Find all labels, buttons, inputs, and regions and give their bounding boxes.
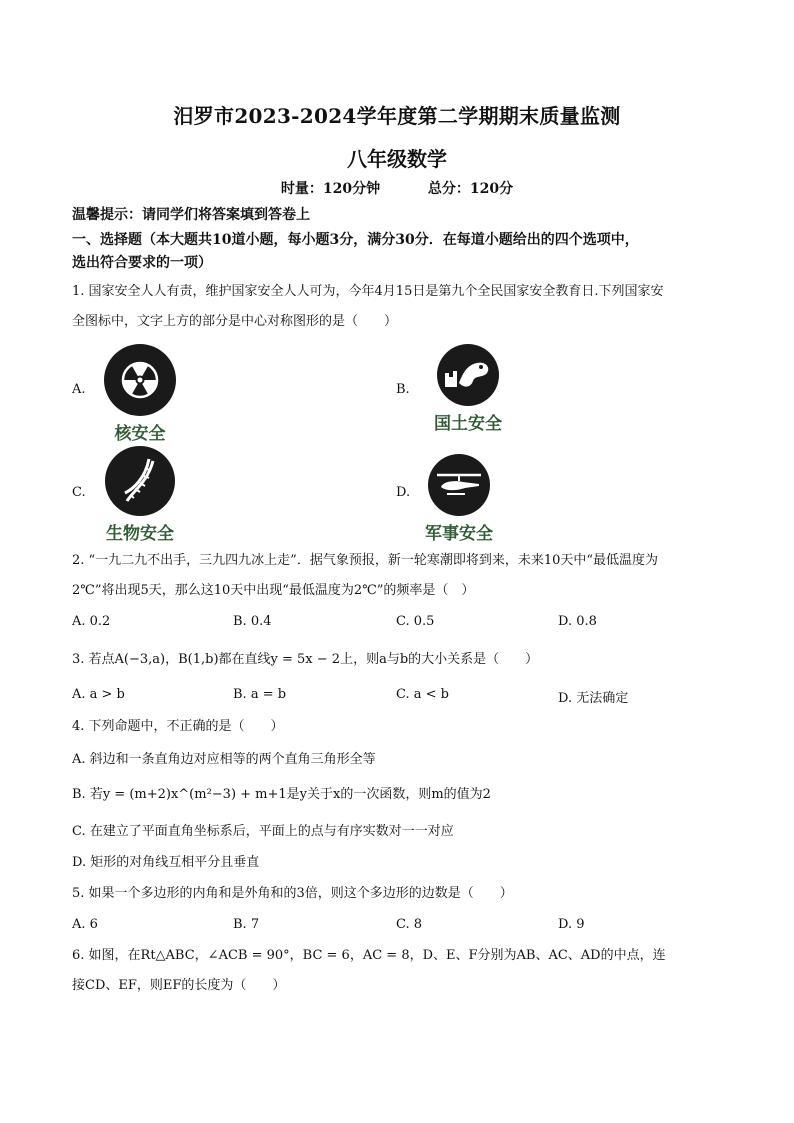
q1-option-d-letter[interactable]: D.: [396, 485, 411, 500]
exam-time: 时量：120分钟: [280, 181, 381, 197]
q4-option-c[interactable]: C. 在建立了平面直角坐标系后，平面上的点与有序实数对一一对应: [72, 824, 454, 839]
section1-heading-line1: 一、选择题（本大题共10道小题，每小题3分，满分30分．在每道小题给出的四个选项中，: [72, 232, 639, 248]
q1-option-b-letter[interactable]: B.: [396, 382, 410, 397]
q5-option-d[interactable]: D. 9: [558, 917, 585, 932]
q1-stem-line1: 1. 国家安全人人有责，维护国家安全人人可为，今年4月15日是第九个全民国家安全教育日.下列国家安: [72, 284, 664, 299]
q4-option-b[interactable]: B. 若y = (m+2)x^(m²−3) + m+1是y关于x的一次函数，则m的值为2: [72, 787, 491, 802]
q3-stem: 3. 若点A(−3,a)，B(1,b)都在直线y = 5x − 2上，则a与b的大小关系是（ ）: [72, 652, 539, 667]
q1-option-c-label: 生物安全: [106, 524, 174, 544]
q2-option-b[interactable]: B. 0.4: [233, 614, 272, 629]
q2-option-a[interactable]: A. 0.2: [72, 614, 111, 629]
dna-icon: [103, 445, 177, 517]
q1-option-c-letter[interactable]: C.: [72, 485, 86, 500]
q4-option-d[interactable]: D. 矩形的对角线互相平分且垂直: [72, 855, 260, 870]
q1-option-b-label: 国土安全: [434, 414, 502, 434]
exam-subtitle: 八年级数学: [347, 147, 447, 171]
q6-stem-line2: 接CD、EF，则EF的长度为（ ）: [72, 978, 286, 993]
q1-option-d-label: 军事安全: [425, 524, 493, 544]
q6-stem-line1: 6. 如图，在Rt△ABC，∠ACB = 90°，BC = 6，AC = 8，D、E、F分别为AB、AC、AD的中点，连: [72, 948, 666, 963]
exam-title: 汨罗市2023-2024学年度第二学期期末质量监测: [173, 104, 621, 128]
exam-score: 总分：120分: [427, 181, 514, 197]
q2-option-c[interactable]: C. 0.5: [396, 614, 435, 629]
q4-option-a[interactable]: A. 斜边和一条直角边对应相等的两个直角三角形全等: [72, 752, 376, 767]
q5-option-a[interactable]: A. 6: [72, 917, 98, 932]
q1-option-d[interactable]: [404, 453, 514, 544]
q3-option-a[interactable]: A. a > b: [72, 687, 125, 702]
q1-option-a[interactable]: [85, 343, 195, 444]
q1-stem-line2: 全图标中，文字上方的部分是中心对称图形的是（ ）: [72, 314, 398, 329]
q2-option-d[interactable]: D. 0.8: [558, 614, 597, 629]
exam-meta: [0, 178, 794, 198]
q1-option-a-letter[interactable]: A.: [72, 382, 86, 397]
q1-option-a-label: 核安全: [114, 424, 166, 444]
section1-heading-line2: 选出符合要求的一项）: [72, 255, 212, 271]
q2-stem-line1: 2. “一九二九不出手，三九四九冰上走”．据气象预报，新一轮寒潮即将到来，未来10天中“最低温度为: [72, 553, 659, 568]
q3-option-b[interactable]: B. a = b: [233, 687, 287, 702]
notice: 温馨提示：请同学们将答案填到答卷上: [72, 207, 310, 223]
q3-option-d[interactable]: D. 无法确定: [558, 691, 629, 706]
radiation-icon: [103, 343, 177, 417]
q1-option-c[interactable]: [85, 445, 195, 544]
q5-stem: 5. 如果一个多边形的内角和是外角和的3倍，则这个多边形的边数是（ ）: [72, 886, 513, 901]
helicopter-icon: [425, 453, 493, 517]
q2-stem-line2: 2℃”将出现5天，那么这10天中出现“最低温度为2℃”的频率是（ ）: [72, 583, 475, 598]
q5-option-b[interactable]: B. 7: [233, 917, 260, 932]
q5-option-c[interactable]: C. 8: [396, 917, 423, 932]
q1-option-b[interactable]: [413, 343, 523, 434]
territory-icon: [431, 343, 505, 407]
q3-option-c[interactable]: C. a < b: [396, 687, 449, 702]
q4-stem: 4. 下列命题中，不正确的是（ ）: [72, 719, 284, 734]
